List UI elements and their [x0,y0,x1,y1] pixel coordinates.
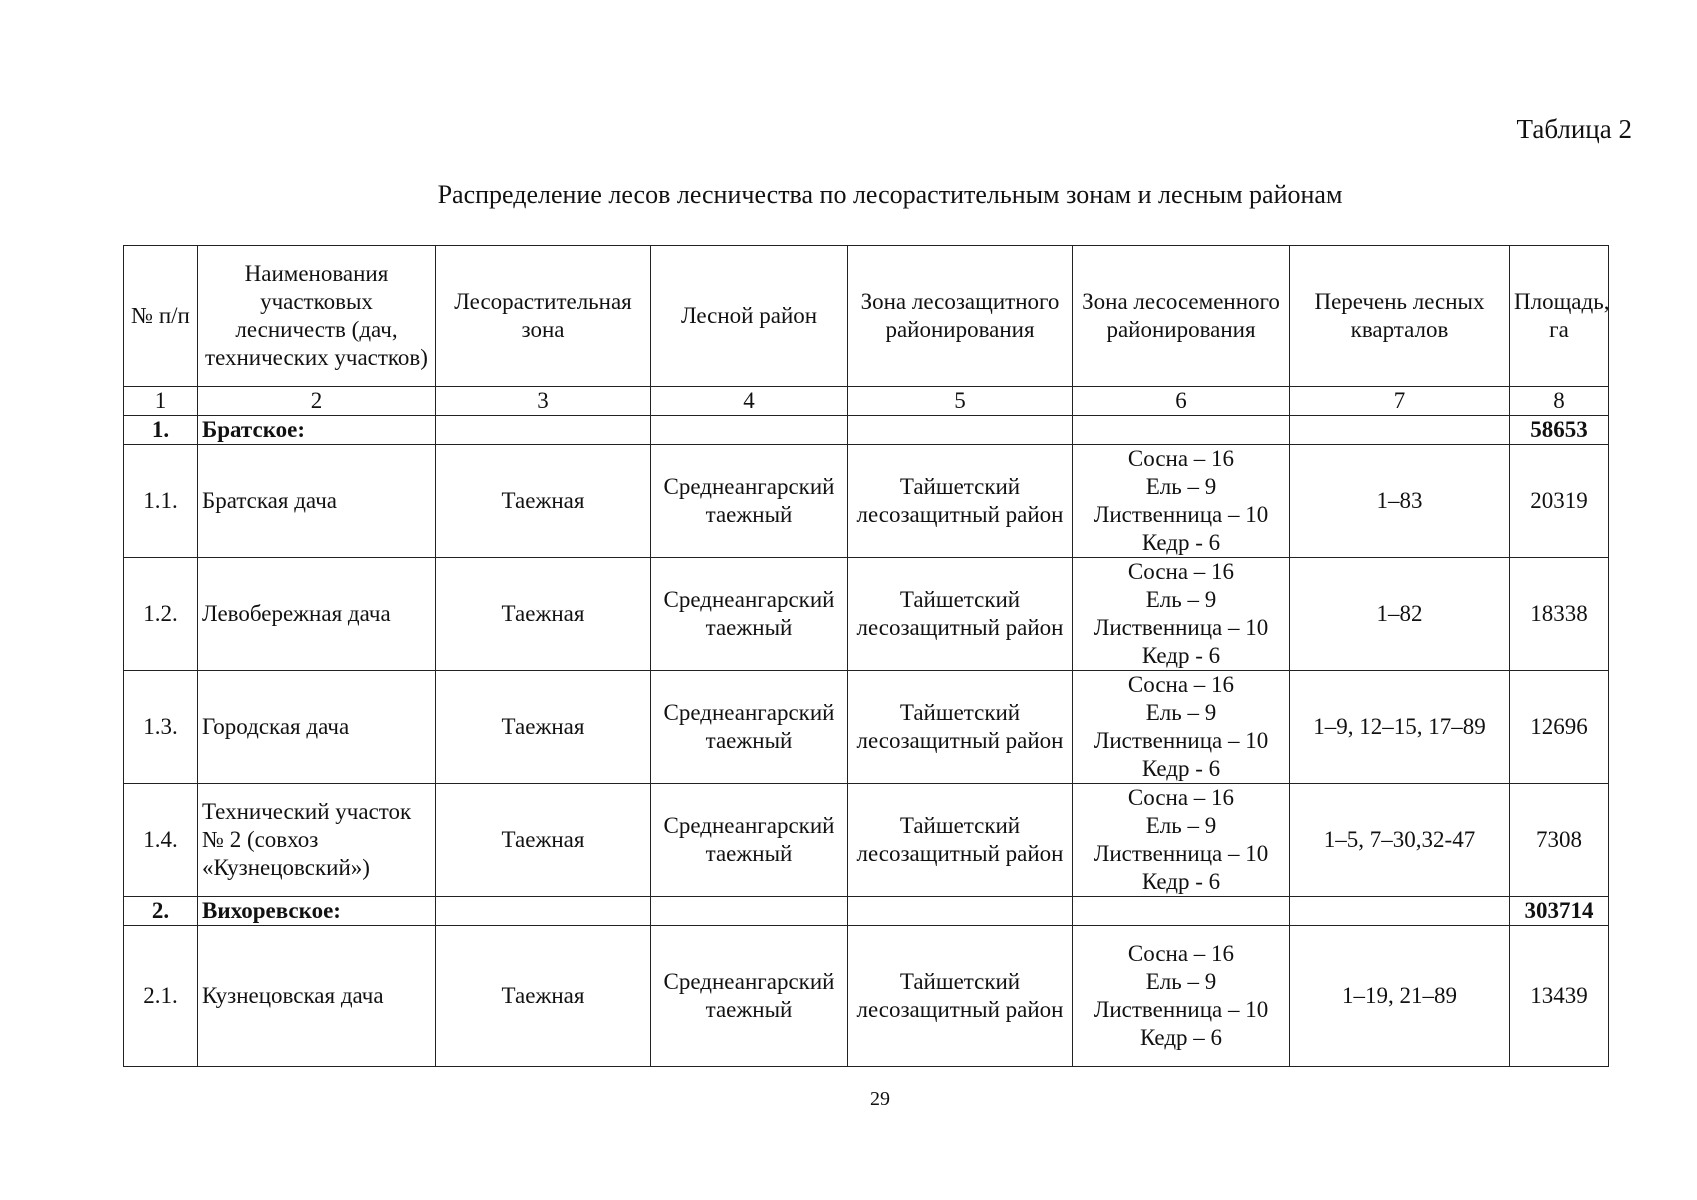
row-name: Левобережная дача [198,558,436,671]
column-number: 1 [124,387,198,416]
document-title: Распределение лесов лесничества по лесорастительным зонам и лесным районам [437,180,1343,209]
header-name: Наименования участковых лесничеств (дач, технических участков) [198,246,436,387]
row-protection-zone: Тайшетский лесозащитный район [848,671,1073,784]
seed-species: Кедр - 6 [1141,643,1221,668]
row-name: Технический участок № 2 (совхоз «Кузнецовский») [198,784,436,897]
row-name: Кузнецовская дача [198,926,436,1067]
row-area: 7308 [1510,784,1609,897]
seed-species: Сосна – 16 [1127,941,1235,966]
row-vegetation-zone: Таежная [436,671,651,784]
table-row [124,445,1609,558]
group-name: Братское: [198,416,436,445]
table-row [124,558,1609,671]
page-number: 29 [870,1088,890,1110]
group-number: 2. [124,897,198,926]
row-quarters: 1–82 [1290,558,1510,671]
seed-species: Сосна – 16 [1127,672,1235,697]
group-name: Вихоревское: [198,897,436,926]
row-forest-district: Среднеангарский таежный [651,445,848,558]
row-quarters: 1–5, 7–30,32-47 [1290,784,1510,897]
row-area: 18338 [1510,558,1609,671]
seed-species: Ель – 9 [1145,474,1217,499]
header-forest-district: Лесной район [651,246,848,387]
column-number: 2 [198,387,436,416]
row-seed-zone [1073,445,1290,558]
row-vegetation-zone: Таежная [436,926,651,1067]
table-label: Таблица 2 [1516,114,1632,144]
group-area: 58653 [1510,416,1609,445]
column-number: 4 [651,387,848,416]
row-number: 1.2. [124,558,198,671]
empty-cell [1073,897,1290,926]
row-number: 1.1. [124,445,198,558]
group-row-vikhorevskoe [124,897,1609,926]
group-row-bratskoe [124,416,1609,445]
row-protection-zone: Тайшетский лесозащитный район [848,926,1073,1067]
header-quarters: Перечень лесных кварталов [1290,246,1510,387]
row-protection-zone: Тайшетский лесозащитный район [848,445,1073,558]
forest-distribution-table [123,245,1609,1067]
seed-species: Лиственница – 10 [1093,615,1269,640]
header-number: № п/п [124,246,198,387]
seed-species: Кедр - 6 [1141,756,1221,781]
seed-species: Лиственница – 10 [1093,997,1269,1022]
row-forest-district: Среднеангарский таежный [651,558,848,671]
table-row [124,671,1609,784]
row-number: 1.3. [124,671,198,784]
empty-cell [651,897,848,926]
header-area: Площадь, га [1510,246,1609,387]
row-area: 12696 [1510,671,1609,784]
empty-cell [848,416,1073,445]
empty-cell [436,897,651,926]
empty-cell [1290,897,1510,926]
seed-species: Кедр – 6 [1139,1025,1223,1050]
header-row [124,246,1609,387]
row-seed-zone [1073,671,1290,784]
row-seed-zone [1073,558,1290,671]
row-number: 1.4. [124,784,198,897]
column-number: 7 [1290,387,1510,416]
row-name: Братская дача [198,445,436,558]
table-row [124,784,1609,897]
row-vegetation-zone: Таежная [436,445,651,558]
row-vegetation-zone: Таежная [436,784,651,897]
group-area: 303714 [1510,897,1609,926]
seed-species: Ель – 9 [1145,813,1217,838]
seed-species: Ель – 9 [1145,587,1217,612]
row-forest-district: Среднеангарский таежный [651,784,848,897]
row-quarters: 1–19, 21–89 [1290,926,1510,1067]
empty-cell [848,897,1073,926]
empty-cell [436,416,651,445]
seed-species: Кедр - 6 [1141,869,1221,894]
seed-species: Лиственница – 10 [1093,841,1269,866]
row-name: Городская дача [198,671,436,784]
row-vegetation-zone: Таежная [436,558,651,671]
header-vegetation-zone: Лесорастительная зона [436,246,651,387]
table-row [124,926,1609,1067]
empty-cell [1073,416,1290,445]
header-seed-zone: Зона лесосеменного районирования [1073,246,1290,387]
seed-species: Кедр - 6 [1141,530,1221,555]
seed-species: Ель – 9 [1145,969,1217,994]
seed-species: Ель – 9 [1145,700,1217,725]
column-number: 3 [436,387,651,416]
row-seed-zone [1073,784,1290,897]
row-quarters: 1–83 [1290,445,1510,558]
seed-species: Сосна – 16 [1127,785,1235,810]
row-protection-zone: Тайшетский лесозащитный район [848,784,1073,897]
row-forest-district: Среднеангарский таежный [651,926,848,1067]
column-number: 6 [1073,387,1290,416]
seed-species: Сосна – 16 [1127,446,1235,471]
column-number: 5 [848,387,1073,416]
column-number-row [124,387,1609,416]
row-number: 2.1. [124,926,198,1067]
group-number: 1. [124,416,198,445]
header-protection-zone: Зона лесозащитного районирования [848,246,1073,387]
empty-cell [1290,416,1510,445]
row-quarters: 1–9, 12–15, 17–89 [1290,671,1510,784]
row-seed-zone [1073,926,1290,1067]
row-protection-zone: Тайшетский лесозащитный район [848,558,1073,671]
row-forest-district: Среднеангарский таежный [651,671,848,784]
row-area: 13439 [1510,926,1609,1067]
row-area: 20319 [1510,445,1609,558]
seed-species: Лиственница – 10 [1093,502,1269,527]
column-number: 8 [1510,387,1609,416]
seed-species: Лиственница – 10 [1093,728,1269,753]
empty-cell [651,416,848,445]
seed-species: Сосна – 16 [1127,559,1235,584]
